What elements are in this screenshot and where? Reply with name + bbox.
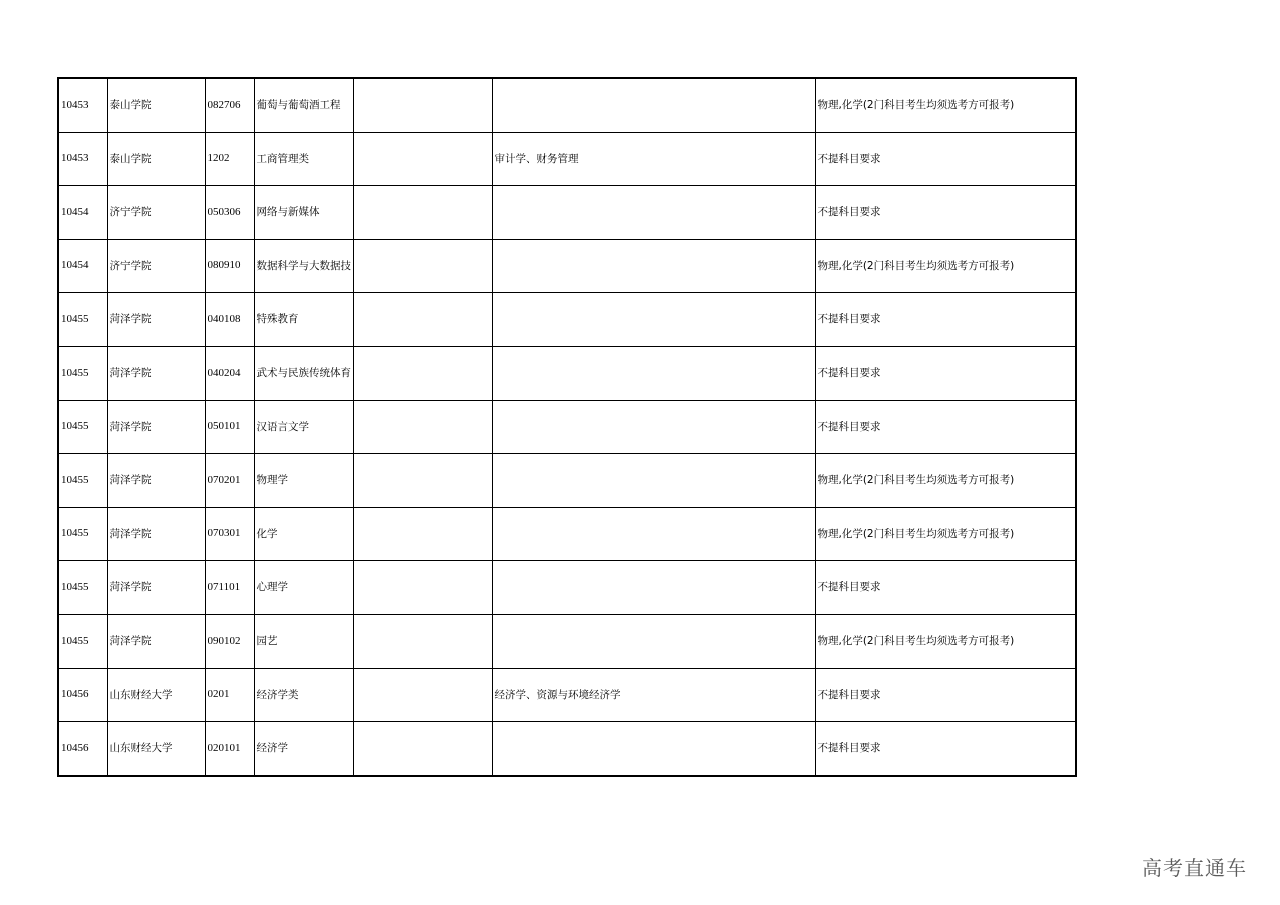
cell-school-code: 10455 — [58, 454, 107, 508]
cell-school-name: 菏泽学院 — [107, 400, 205, 454]
cell-empty — [353, 293, 492, 347]
cell-major-code: 082706 — [205, 78, 254, 132]
table-row — [58, 293, 1076, 347]
cell-subject-requirement: 不提科目要求 — [815, 561, 1076, 615]
cell-empty — [353, 346, 492, 400]
cell-empty — [353, 454, 492, 508]
cell-school-name: 菏泽学院 — [107, 561, 205, 615]
cell-major-code: 080910 — [205, 239, 254, 293]
cell-included-majors — [492, 186, 815, 240]
cell-major-name: 经济学 — [254, 722, 353, 776]
cell-major-name: 武术与民族传统体育 — [254, 346, 353, 400]
cell-school-code: 10455 — [58, 561, 107, 615]
cell-major-name: 网络与新媒体 — [254, 186, 353, 240]
watermark-text: 高考直通车 — [1142, 856, 1247, 880]
cell-subject-requirement: 不提科目要求 — [815, 346, 1076, 400]
table-row — [58, 507, 1076, 561]
cell-school-code: 10455 — [58, 614, 107, 668]
table-row — [58, 78, 1076, 132]
cell-school-name: 菏泽学院 — [107, 293, 205, 347]
cell-subject-requirement: 物理,化学(2门科目考生均须选考方可报考) — [815, 78, 1076, 132]
table-row — [58, 614, 1076, 668]
cell-major-code: 070301 — [205, 507, 254, 561]
table-row — [58, 561, 1076, 615]
cell-major-name: 工商管理类 — [254, 132, 353, 186]
cell-major-code: 050306 — [205, 186, 254, 240]
cell-school-name: 山东财经大学 — [107, 668, 205, 722]
cell-school-code: 10454 — [58, 239, 107, 293]
cell-empty — [353, 78, 492, 132]
cell-major-code: 0201 — [205, 668, 254, 722]
cell-school-code: 10454 — [58, 186, 107, 240]
cell-school-code: 10453 — [58, 78, 107, 132]
cell-empty — [353, 400, 492, 454]
cell-school-name: 菏泽学院 — [107, 346, 205, 400]
table-row — [58, 186, 1076, 240]
cell-subject-requirement: 不提科目要求 — [815, 668, 1076, 722]
cell-school-name: 菏泽学院 — [107, 614, 205, 668]
table-row — [58, 454, 1076, 508]
cell-major-code: 071101 — [205, 561, 254, 615]
cell-major-code: 070201 — [205, 454, 254, 508]
cell-empty — [353, 561, 492, 615]
admission-requirements-table — [57, 77, 1077, 777]
table-body — [58, 78, 1076, 776]
cell-school-code: 10455 — [58, 346, 107, 400]
cell-major-code: 020101 — [205, 722, 254, 776]
cell-included-majors — [492, 239, 815, 293]
cell-major-code: 090102 — [205, 614, 254, 668]
cell-included-majors — [492, 454, 815, 508]
cell-subject-requirement: 不提科目要求 — [815, 722, 1076, 776]
cell-included-majors — [492, 614, 815, 668]
cell-major-code: 040108 — [205, 293, 254, 347]
cell-subject-requirement: 物理,化学(2门科目考生均须选考方可报考) — [815, 614, 1076, 668]
cell-major-name: 化学 — [254, 507, 353, 561]
table-row — [58, 668, 1076, 722]
cell-empty — [353, 507, 492, 561]
cell-school-name: 济宁学院 — [107, 239, 205, 293]
cell-major-name: 汉语言文学 — [254, 400, 353, 454]
cell-empty — [353, 668, 492, 722]
cell-school-name: 山东财经大学 — [107, 722, 205, 776]
table-row — [58, 132, 1076, 186]
cell-subject-requirement: 物理,化学(2门科目考生均须选考方可报考) — [815, 239, 1076, 293]
cell-empty — [353, 186, 492, 240]
table-row — [58, 239, 1076, 293]
cell-included-majors — [492, 293, 815, 347]
cell-school-code: 10455 — [58, 400, 107, 454]
cell-included-majors — [492, 346, 815, 400]
cell-included-majors — [492, 561, 815, 615]
cell-empty — [353, 722, 492, 776]
table-row — [58, 722, 1076, 776]
cell-school-name: 菏泽学院 — [107, 507, 205, 561]
cell-included-majors: 经济学、资源与环境经济学 — [492, 668, 815, 722]
cell-major-name: 葡萄与葡萄酒工程 — [254, 78, 353, 132]
cell-empty — [353, 614, 492, 668]
table-row — [58, 400, 1076, 454]
cell-subject-requirement: 不提科目要求 — [815, 186, 1076, 240]
cell-subject-requirement: 不提科目要求 — [815, 400, 1076, 454]
cell-subject-requirement: 不提科目要求 — [815, 132, 1076, 186]
cell-included-majors — [492, 400, 815, 454]
cell-included-majors — [492, 722, 815, 776]
cell-major-code: 050101 — [205, 400, 254, 454]
cell-major-name: 园艺 — [254, 614, 353, 668]
cell-included-majors — [492, 507, 815, 561]
cell-major-name: 数据科学与大数据技 — [254, 239, 353, 293]
cell-school-code: 10455 — [58, 507, 107, 561]
table-row — [58, 346, 1076, 400]
cell-school-name: 泰山学院 — [107, 132, 205, 186]
cell-empty — [353, 239, 492, 293]
cell-school-code: 10456 — [58, 668, 107, 722]
cell-major-name: 经济学类 — [254, 668, 353, 722]
cell-school-code: 10456 — [58, 722, 107, 776]
cell-school-name: 泰山学院 — [107, 78, 205, 132]
cell-major-code: 1202 — [205, 132, 254, 186]
cell-empty — [353, 132, 492, 186]
cell-subject-requirement: 不提科目要求 — [815, 293, 1076, 347]
cell-major-code: 040204 — [205, 346, 254, 400]
cell-school-name: 济宁学院 — [107, 186, 205, 240]
cell-subject-requirement: 物理,化学(2门科目考生均须选考方可报考) — [815, 454, 1076, 508]
cell-subject-requirement: 物理,化学(2门科目考生均须选考方可报考) — [815, 507, 1076, 561]
cell-major-name: 特殊教育 — [254, 293, 353, 347]
cell-included-majors — [492, 78, 815, 132]
cell-school-name: 菏泽学院 — [107, 454, 205, 508]
cell-school-code: 10455 — [58, 293, 107, 347]
cell-included-majors: 审计学、财务管理 — [492, 132, 815, 186]
cell-major-name: 心理学 — [254, 561, 353, 615]
cell-school-code: 10453 — [58, 132, 107, 186]
cell-major-name: 物理学 — [254, 454, 353, 508]
